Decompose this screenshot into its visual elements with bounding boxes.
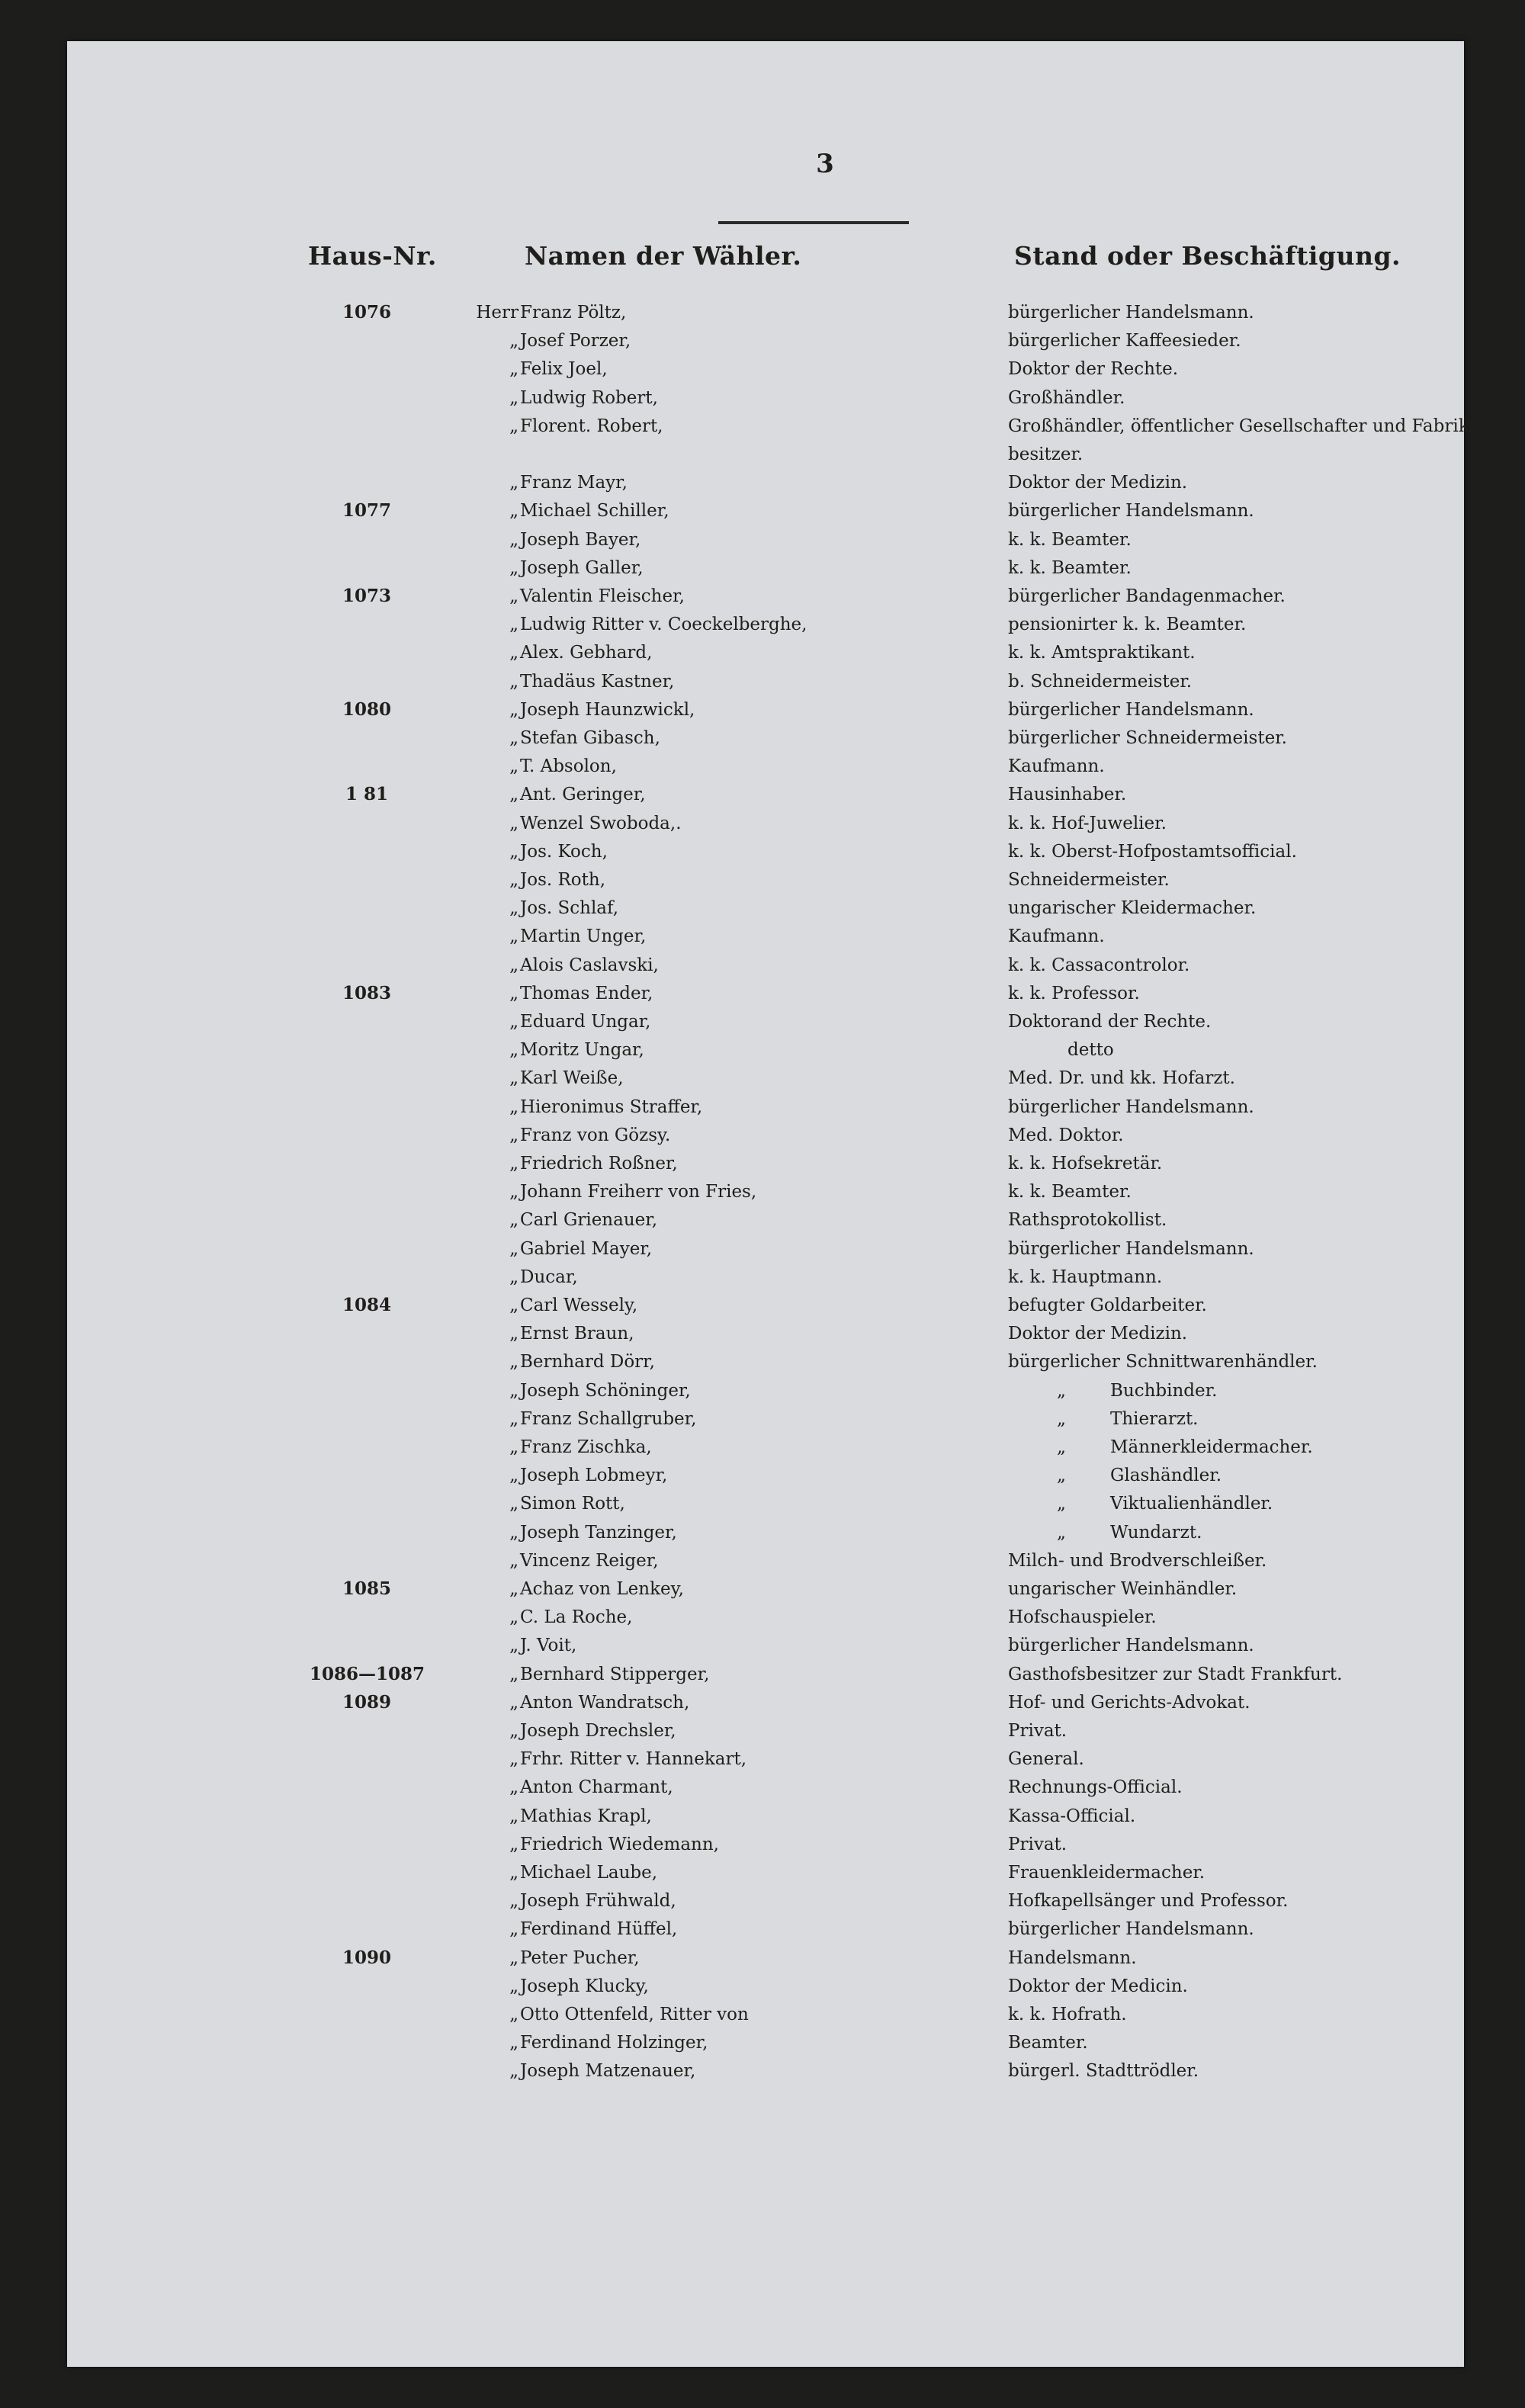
occupation: Hof- und Gerichts-Advokat. xyxy=(1008,1692,1250,1713)
table-row xyxy=(0,526,1525,554)
voter-name: Ferdinand Hüffel, xyxy=(520,1919,678,1940)
voter-name: Simon Rott, xyxy=(520,1494,625,1514)
occupation: Doktor der Medicin. xyxy=(1008,1976,1188,1996)
house-number: 1083 xyxy=(342,982,391,1003)
table-row xyxy=(0,1008,1525,1035)
occupation: Wundarzt. xyxy=(1110,1522,1202,1543)
name-prefix: „ xyxy=(509,926,518,947)
table-row xyxy=(0,838,1525,865)
table-row xyxy=(0,639,1525,666)
table-row xyxy=(0,1377,1525,1405)
voter-name: Peter Pucher, xyxy=(520,1947,640,1968)
table-row xyxy=(0,1547,1525,1575)
table-row xyxy=(0,1717,1525,1745)
table-row xyxy=(0,1915,1525,1943)
column-header-voter-names: Namen der Wähler. xyxy=(525,241,802,271)
voter-name: Stefan Gibasch, xyxy=(520,728,660,748)
house-number: 1 81 xyxy=(345,784,389,805)
voter-name: Felix Joel, xyxy=(520,359,608,380)
name-prefix: „ xyxy=(509,1919,518,1940)
table-row xyxy=(0,299,1525,326)
table-row xyxy=(0,413,1525,464)
page-number: 3 xyxy=(816,149,834,179)
house-number: 1084 xyxy=(342,1295,391,1315)
occupation: Hofschauspieler. xyxy=(1008,1607,1157,1628)
voter-name: T. Absolon, xyxy=(520,756,617,777)
house-number: 1077 xyxy=(342,500,391,522)
table-row xyxy=(0,952,1525,979)
occupation: Buchbinder. xyxy=(1110,1380,1218,1401)
name-prefix: „ xyxy=(509,1324,518,1344)
house-number: 1080 xyxy=(342,698,391,720)
ditto-mark: „ xyxy=(1057,1466,1066,1486)
house-number: 1090 xyxy=(342,1947,391,1968)
voter-name: Karl Weiße, xyxy=(520,1068,624,1089)
table-row xyxy=(0,1036,1525,1064)
name-prefix: „ xyxy=(509,1806,518,1826)
table-row xyxy=(0,1206,1525,1234)
name-prefix: „ xyxy=(509,387,518,408)
name-prefix: „ xyxy=(509,1154,518,1173)
voter-name: C. La Roche, xyxy=(520,1607,633,1628)
occupation: bürgerl. Stadttrödler. xyxy=(1008,2061,1199,2082)
voter-name: Franz von Gözsy. xyxy=(520,1125,671,1145)
occupation: k. k. Professor. xyxy=(1008,983,1140,1003)
table-row xyxy=(0,1774,1525,1801)
name-prefix: „ xyxy=(509,1466,518,1486)
voter-name: Wenzel Swoboda,. xyxy=(520,813,682,833)
occupation: Med. Dr. und kk. Hofarzt. xyxy=(1008,1068,1235,1089)
occupation: bürgerlicher Handelsmann. xyxy=(1008,303,1254,323)
table-row xyxy=(0,1944,1525,1972)
voter-name: Moritz Ungar, xyxy=(520,1040,644,1061)
voter-name: Josef Porzer, xyxy=(520,331,631,352)
name-prefix: „ xyxy=(509,2033,518,2053)
house-number: 1085 xyxy=(342,1578,391,1599)
table-row xyxy=(0,1831,1525,1858)
name-prefix: „ xyxy=(509,615,518,635)
table-row xyxy=(0,1604,1525,1631)
occupation: befugter Goldarbeiter. xyxy=(1008,1296,1207,1315)
voter-name: Franz Mayr, xyxy=(520,473,628,493)
voter-name: Otto Ottenfeld, Ritter von xyxy=(520,2005,749,2024)
name-prefix: „ xyxy=(509,2005,518,2024)
table-row xyxy=(0,1575,1525,1603)
table-row xyxy=(0,894,1525,922)
occupation: Thierarzt. xyxy=(1110,1408,1199,1429)
column-header-house-number: Haus-Nr. xyxy=(308,241,437,271)
voter-name: Joseph Bayer, xyxy=(520,529,641,550)
name-prefix: „ xyxy=(509,1749,518,1770)
table-row xyxy=(0,1973,1525,2000)
name-prefix: „ xyxy=(509,1777,518,1798)
table-row xyxy=(0,355,1525,383)
occupation: k. k. Hof-Juwelier. xyxy=(1008,813,1167,833)
table-row xyxy=(0,497,1525,525)
table-row xyxy=(0,2001,1525,2028)
title-rule xyxy=(718,221,909,224)
occupation: Großhändler. xyxy=(1008,387,1125,408)
name-prefix: „ xyxy=(509,898,518,919)
voter-name: Florent. Robert, xyxy=(520,416,663,436)
house-number: 1073 xyxy=(342,586,391,606)
occupation: Schneidermeister. xyxy=(1008,870,1170,890)
name-prefix: „ xyxy=(509,1692,518,1713)
occupation: Med. Doktor. xyxy=(1008,1125,1124,1145)
occupation: k. k. Amtspraktikant. xyxy=(1008,643,1196,663)
occupation: Frauenkleidermacher. xyxy=(1008,1863,1206,1883)
name-prefix: „ xyxy=(509,557,518,578)
occupation-continuation: besitzer. xyxy=(1008,444,1084,464)
voter-name: Anton Wandratsch, xyxy=(520,1692,690,1713)
voter-name: Johann Freiherr von Fries, xyxy=(520,1182,757,1202)
name-prefix: „ xyxy=(509,1664,518,1684)
table-row xyxy=(0,1150,1525,1177)
name-prefix: „ xyxy=(509,699,518,720)
table-row xyxy=(0,327,1525,355)
name-prefix: „ xyxy=(509,2061,518,2082)
table-row xyxy=(0,2057,1525,2085)
name-prefix: „ xyxy=(509,1891,518,1912)
occupation: k. k. Hauptmann. xyxy=(1008,1267,1163,1287)
ditto-mark: „ xyxy=(1057,1522,1066,1543)
name-prefix: „ xyxy=(509,1096,518,1117)
house-number: 1076 xyxy=(342,302,391,323)
name-prefix: „ xyxy=(509,785,518,805)
occupation: k. k. Oberst-Hofpostamtsofficial. xyxy=(1008,841,1297,862)
name-prefix: „ xyxy=(509,728,518,748)
name-prefix: „ xyxy=(509,1210,518,1231)
table-row xyxy=(0,2029,1525,2056)
voter-name: Ferdinand Holzinger, xyxy=(520,2033,708,2053)
name-prefix: „ xyxy=(509,1863,518,1883)
occupation: b. Schneidermeister. xyxy=(1008,671,1193,692)
name-prefix: „ xyxy=(509,1040,518,1061)
name-prefix: „ xyxy=(509,1550,518,1571)
name-prefix: „ xyxy=(509,1834,518,1854)
voter-name: Eduard Ungar, xyxy=(520,1012,651,1032)
table-row xyxy=(0,1661,1525,1688)
table-row xyxy=(0,469,1525,496)
table-row xyxy=(0,1887,1525,1915)
voter-name: Gabriel Mayer, xyxy=(520,1238,653,1259)
name-prefix: „ xyxy=(509,1607,518,1628)
voter-name: Joseph Lobmeyr, xyxy=(520,1466,668,1486)
voter-name: Frhr. Ritter v. Hannekart, xyxy=(520,1749,747,1770)
occupation: Doktor der Rechte. xyxy=(1008,359,1179,380)
voter-name: Carl Wessely, xyxy=(520,1296,638,1315)
voter-name: Joseph Matzenauer, xyxy=(520,2061,696,2082)
occupation: k. k. Cassacontrolor. xyxy=(1008,955,1190,975)
name-prefix: „ xyxy=(509,841,518,862)
name-prefix: „ xyxy=(509,529,518,550)
occupation: General. xyxy=(1008,1749,1084,1770)
table-row xyxy=(0,554,1525,582)
name-prefix: „ xyxy=(509,331,518,352)
ditto-mark: „ xyxy=(1057,1437,1066,1457)
occupation: bürgerlicher Handelsmann. xyxy=(1008,1919,1254,1940)
voter-name: Ducar, xyxy=(520,1267,578,1287)
voter-name: Franz Pöltz, xyxy=(520,303,627,323)
table-row xyxy=(0,1859,1525,1886)
table-row xyxy=(0,1803,1525,1830)
voter-name: Ludwig Ritter v. Coeckelberghe, xyxy=(520,615,807,635)
voter-name: Carl Grienauer, xyxy=(520,1210,658,1231)
name-prefix: „ xyxy=(509,1125,518,1145)
occupation: Männerkleidermacher. xyxy=(1110,1437,1313,1457)
name-prefix: „ xyxy=(509,1380,518,1401)
name-prefix: „ xyxy=(509,1238,518,1259)
voter-name: Ernst Braun, xyxy=(520,1324,634,1344)
name-prefix: „ xyxy=(509,671,518,692)
name-prefix: „ xyxy=(509,359,518,380)
occupation: Kaufmann. xyxy=(1008,926,1105,947)
voter-name: Michael Laube, xyxy=(520,1863,658,1883)
occupation: ungarischer Weinhändler. xyxy=(1008,1579,1238,1599)
occupation: Hausinhaber. xyxy=(1008,785,1127,805)
name-prefix: „ xyxy=(509,1012,518,1032)
table-row xyxy=(0,753,1525,780)
voter-name: Joseph Klucky, xyxy=(520,1976,649,1996)
table-row xyxy=(0,1093,1525,1121)
name-prefix: „ xyxy=(509,1437,518,1457)
occupation: Beamter. xyxy=(1008,2033,1088,2053)
table-row xyxy=(0,1348,1525,1376)
name-prefix: „ xyxy=(509,586,518,606)
occupation: Doktorand der Rechte. xyxy=(1008,1012,1212,1032)
voter-name: Joseph Schöninger, xyxy=(520,1380,691,1401)
table-row xyxy=(0,1462,1525,1489)
table-row xyxy=(0,1320,1525,1347)
table-row xyxy=(0,1405,1525,1433)
name-prefix: „ xyxy=(509,1976,518,1996)
name-prefix: „ xyxy=(509,870,518,890)
voter-name: J. Voit, xyxy=(520,1636,577,1656)
table-row xyxy=(0,810,1525,837)
voter-name: Vincenz Reiger, xyxy=(520,1550,659,1571)
name-prefix: „ xyxy=(509,756,518,777)
table-row xyxy=(0,1122,1525,1149)
voter-name: Joseph Frühwald, xyxy=(520,1891,676,1912)
occupation: Kaufmann. xyxy=(1008,756,1105,777)
voter-name: Joseph Tanzinger, xyxy=(520,1522,677,1543)
voter-name: Valentin Fleischer, xyxy=(520,586,685,606)
voter-name: Thadäus Kastner, xyxy=(520,671,675,692)
occupation: pensionirter k. k. Beamter. xyxy=(1008,615,1247,635)
name-prefix: „ xyxy=(509,955,518,975)
voter-name: Martin Unger, xyxy=(520,926,647,947)
voter-name: Joseph Drechsler, xyxy=(520,1721,676,1741)
name-prefix: „ xyxy=(509,1068,518,1089)
voter-name: Michael Schiller, xyxy=(520,501,669,522)
name-prefix: „ xyxy=(509,1947,518,1968)
voter-name: Ludwig Robert, xyxy=(520,387,658,408)
voter-name: Achaz von Lenkey, xyxy=(520,1579,684,1599)
name-prefix: „ xyxy=(509,1636,518,1656)
voter-name: Alex. Gebhard, xyxy=(520,643,653,663)
voter-name: Franz Schallgruber, xyxy=(520,1408,697,1429)
column-header-occupation: Stand oder Beschäftigung. xyxy=(1014,241,1401,271)
voter-name: Bernhard Stipperger, xyxy=(520,1664,710,1684)
voter-name: Jos. Koch, xyxy=(520,841,608,862)
voter-name: Jos. Roth, xyxy=(520,870,606,890)
name-prefix: „ xyxy=(509,1296,518,1315)
voter-name: Franz Zischka, xyxy=(520,1437,652,1457)
occupation: Rathsprotokollist. xyxy=(1008,1210,1167,1231)
occupation: bürgerlicher Kaffeesieder. xyxy=(1008,331,1241,352)
occupation: k. k. Beamter. xyxy=(1008,529,1132,550)
name-prefix: „ xyxy=(509,473,518,493)
name-prefix: „ xyxy=(509,416,518,436)
occupation: Glashändler. xyxy=(1110,1466,1222,1486)
ditto-mark: „ xyxy=(1057,1380,1066,1401)
voter-name: Jos. Schlaf, xyxy=(520,898,619,919)
house-number: 1086—1087 xyxy=(310,1663,425,1684)
occupation: Viktualienhändler. xyxy=(1110,1494,1273,1514)
voter-name: Friedrich Roßner, xyxy=(520,1154,678,1173)
occupation: bürgerlicher Handelsmann. xyxy=(1008,1238,1254,1259)
voter-name: Hieronimus Straffer, xyxy=(520,1096,703,1117)
voter-name: Thomas Ender, xyxy=(520,983,653,1003)
table-row xyxy=(0,781,1525,808)
name-prefix: „ xyxy=(509,1408,518,1429)
name-prefix: Herr xyxy=(476,303,518,323)
occupation: bürgerlicher Handelsmann. xyxy=(1008,1096,1254,1117)
table-row xyxy=(0,1292,1525,1319)
table-row xyxy=(0,1490,1525,1517)
table-row xyxy=(0,1519,1525,1546)
table-row xyxy=(0,1745,1525,1773)
voter-name: Bernhard Dörr, xyxy=(520,1352,655,1373)
occupation: bürgerlicher Schneidermeister. xyxy=(1008,728,1287,748)
table-row xyxy=(0,923,1525,950)
name-prefix: „ xyxy=(509,1721,518,1741)
table-row xyxy=(0,611,1525,638)
occupation: k. k. Beamter. xyxy=(1008,1182,1132,1202)
table-row xyxy=(0,384,1525,412)
occupation: ungarischer Kleidermacher. xyxy=(1008,898,1257,919)
occupation: bürgerlicher Bandagenmacher. xyxy=(1008,586,1286,606)
occupation: bürgerlicher Handelsmann. xyxy=(1008,501,1254,522)
ditto-mark: „ xyxy=(1057,1408,1066,1429)
name-prefix: „ xyxy=(509,813,518,833)
table-row xyxy=(0,1064,1525,1092)
occupation: Doktor der Medizin. xyxy=(1008,1324,1188,1344)
name-prefix: „ xyxy=(509,1579,518,1599)
table-row xyxy=(0,1178,1525,1206)
table-row xyxy=(0,1434,1525,1461)
occupation: Privat. xyxy=(1008,1721,1068,1741)
occupation: Kassa-Official. xyxy=(1008,1806,1136,1826)
ditto-mark: „ xyxy=(1057,1494,1066,1514)
occupation: bürgerlicher Handelsmann. xyxy=(1008,1636,1254,1656)
name-prefix: „ xyxy=(509,643,518,663)
table-row xyxy=(0,724,1525,752)
table-row xyxy=(0,1689,1525,1716)
voter-name: Anton Charmant, xyxy=(520,1777,673,1798)
occupation: k. k. Beamter. xyxy=(1008,557,1132,578)
table-row xyxy=(0,668,1525,695)
table-row xyxy=(0,696,1525,724)
table-row xyxy=(0,1632,1525,1659)
occupation: bürgerlicher Schnittwarenhändler. xyxy=(1008,1352,1318,1373)
occupation: k. k. Hofsekretär. xyxy=(1008,1154,1163,1173)
table-row xyxy=(0,866,1525,894)
voter-name: Joseph Haunzwickl, xyxy=(520,699,695,720)
voter-name: Alois Caslavski, xyxy=(520,955,659,975)
name-prefix: „ xyxy=(509,1522,518,1543)
voter-name: Ant. Geringer, xyxy=(520,785,646,805)
table-row xyxy=(0,980,1525,1007)
voter-name: Joseph Galler, xyxy=(520,557,644,578)
name-prefix: „ xyxy=(509,983,518,1003)
occupation: Hofkapellsänger und Professor. xyxy=(1008,1891,1289,1912)
name-prefix: „ xyxy=(509,1182,518,1202)
table-row xyxy=(0,1263,1525,1291)
name-prefix: „ xyxy=(509,501,518,522)
occupation: bürgerlicher Handelsmann. xyxy=(1008,699,1254,720)
name-prefix: „ xyxy=(509,1494,518,1514)
occupation: Rechnungs-Official. xyxy=(1008,1777,1183,1798)
voter-name: Friedrich Wiedemann, xyxy=(520,1834,719,1854)
occupation: Handelsmann. xyxy=(1008,1947,1137,1968)
occupation: detto xyxy=(1068,1040,1114,1061)
house-number: 1089 xyxy=(342,1691,391,1713)
occupation: Großhändler, öffentlicher Gesellschafter und Fabriks- xyxy=(1008,416,1485,436)
occupation: k. k. Hofrath. xyxy=(1008,2005,1127,2024)
voter-name: Mathias Krapl, xyxy=(520,1806,652,1826)
name-prefix: „ xyxy=(509,1352,518,1373)
table-row xyxy=(0,1235,1525,1263)
occupation: Milch- und Brodverschleißer. xyxy=(1008,1550,1267,1571)
occupation: Privat. xyxy=(1008,1834,1068,1854)
occupation: Gasthofsbesitzer zur Stadt Frankfurt. xyxy=(1008,1664,1343,1684)
name-prefix: „ xyxy=(509,1267,518,1287)
table-row xyxy=(0,583,1525,610)
occupation: Doktor der Medizin. xyxy=(1008,473,1188,493)
